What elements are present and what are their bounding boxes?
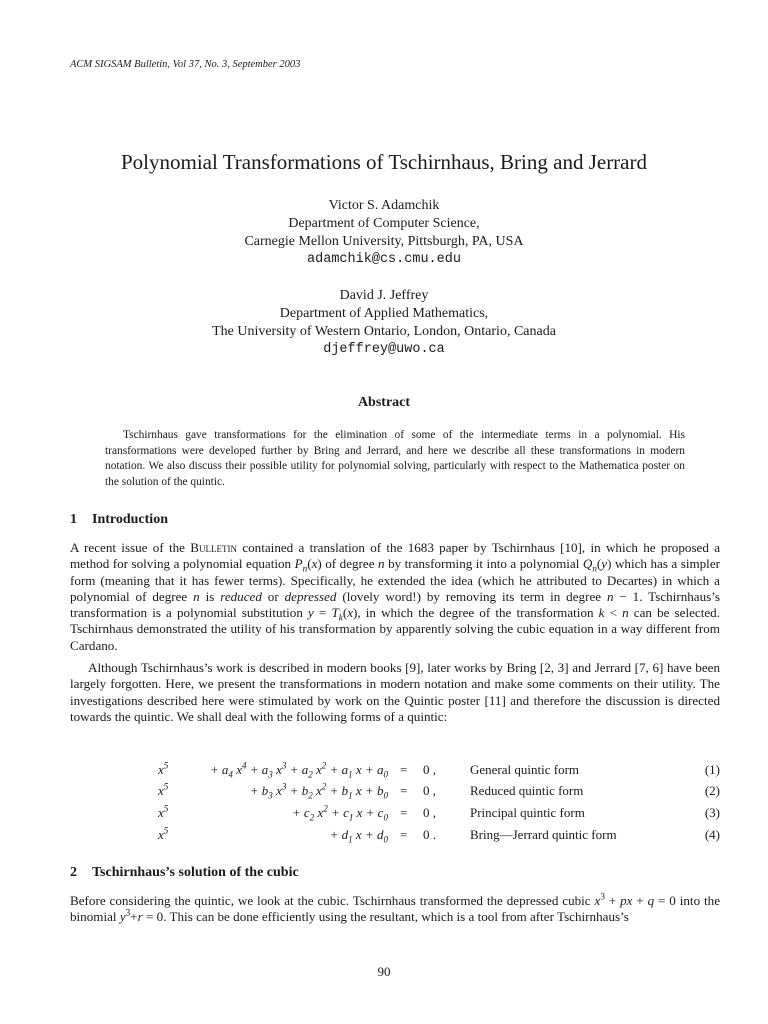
section2-paragraph: Before considering the quintic, we look at the cubic. Tschirnhaus transformed the depressed cubic $x^3$ + px + q = 0 into the binomial $y^3+r = 0$. This can be done efficiently using the resultant, which is a tool from after Tschirnhaus’s: [70, 891, 721, 925]
intro-paragraph-1: A recent issue of the Bulletin contained a translation of the 1683 paper by Tschirnhaus [10], in which he proposed a method for solving a polynomial equation $P_n(x)$ of degree n by transforming it into a polynomial $Q_n(y)$ which has a simpler form (meaning that it has fewer terms). Specifically, he extended the idea (which he attributed to Decartes) in which a polynomial of degree n is reduced or depressed (lovely word!) by removing its term in degree n − 1. Tschirnhaus’s transformation is a polynomial substitution $y = T_k(x)$, in which the degree of the transformation k < n can be selected. Tschirnhaus demonstrated the utility of his transformation by apparently solving the cubic equation in a way different from Cardano.: [70, 540, 721, 653]
author-email[interactable]: djeffrey@uwo.ca: [323, 342, 445, 357]
section-heading-cubic: 2 Tschirnhaus’s solution of the cubic: [70, 865, 299, 880]
equation-row: $x^5$ + $a_4$ $x^4 + a_3$ $x^3 + a_2$ $x^2 + a_1$ $x + a_0$ = 0 , General quintic form (1): [158, 760, 720, 780]
author-dept: Department of Applied Mathematics,: [279, 306, 489, 321]
section-heading-introduction: 1 Introduction: [70, 512, 168, 527]
abstract-heading: Abstract: [357, 395, 411, 410]
equation-row: $x^5$ + $b_3$ $x^3 + b_2$ $x^2 + b_1$ $x + b_0$ = 0 , Reduced quintic form (2): [158, 781, 720, 801]
equation-number: (4): [704, 827, 720, 842]
author-email[interactable]: adamchik@cs.cmu.edu: [307, 252, 461, 267]
author-dept: Department of Computer Science,: [288, 216, 480, 231]
equation-row: $x^5$ + $c_2$ $x^2 + c_1$ $x + c_0$ = 0 , Principal quintic form (3): [158, 803, 720, 823]
author-name: David J. Jeffrey: [339, 288, 429, 303]
author-institution: Carnegie Mellon University, Pittsburgh, PA, USA: [244, 234, 524, 249]
equation-name: Reduced quintic form: [470, 783, 584, 798]
equation-number: (3): [704, 805, 720, 820]
equation-row: $x^5$ + $d_1$ $x + d_0$ = 0 . Bring—Jerrard quintic form (4): [158, 825, 720, 845]
page-number: 90: [377, 964, 391, 979]
paper-title: Polynomial Transformations of Tschirnhaus, Bring and Jerrard: [120, 150, 647, 174]
author-name: Victor S. Adamchik: [328, 198, 440, 213]
intro-paragraph-2: Although Tschirnhaus’s work is described in modern books [9], later works by Bring [2, 3] and Jerrard [7, 6] have been largely forgotten. Here, we present the transformations in modern notation and make some comments on their utility. The investigations described here were stimulated by work on the Quintic poster [11] and therefore the discussion is directed towards the quintic. We shall deal with the following forms of a quintic:: [70, 660, 720, 724]
abstract-text: Tschirnhaus gave transformations for the elimination of some of the intermediate terms in a polynomial. His transformations were developed further by Bring and Jerrard, and here we describe all these transformations in modern notation. We also discuss their possible utility for polynomial solving, particularly with respect to the Mathematica poster on the solution of the quintic.: [105, 429, 685, 488]
author-institution: The University of Western Ontario, London, Ontario, Canada: [212, 324, 556, 339]
equation-name: Principal quintic form: [470, 805, 585, 820]
equation-name: General quintic form: [470, 762, 580, 777]
equation-name: Bring—Jerrard quintic form: [470, 827, 617, 842]
equation-number: (1): [704, 762, 720, 777]
author-block-2: [0, 287, 768, 359]
journal-header: ACM SIGSAM Bulletin, Vol 37, No. 3, September 2003: [70, 59, 301, 70]
equation-number: (2): [704, 783, 720, 798]
author-block-1: [0, 197, 768, 269]
